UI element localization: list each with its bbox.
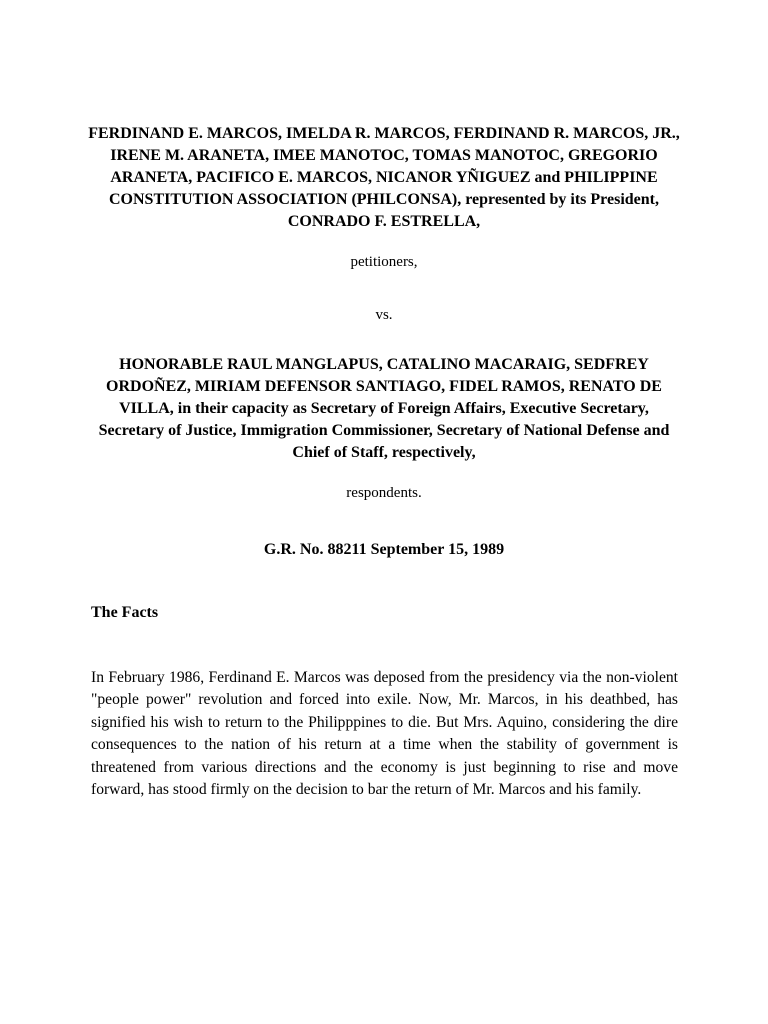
section-heading: The Facts xyxy=(91,604,159,621)
facts-paragraph: In February 1986, Ferdinand E. Marcos was deposed from the presidency via the non-violent "people power" revolution and forced into exile. Now, Mr. Marcos, in his deathbed, has signified his wish to return to the Philipppines to die. But Mrs. Aquino, considering the dire consequences to the nation of his return at a time when the stability of government is threatened from various directions and the economy is just beginning to rise and move forward, has stood firmly on the decision to bar the return of Mr. Marcos and his family. xyxy=(91,669,678,799)
respondents-caption: HONORABLE RAUL MANGLAPUS, CATALINO MACARAIG, SEDFREY ORDOÑEZ, MIRIAM DEFENSOR SANTIAGO, FIDEL RAMOS, RENATO DE VILLA, in their capacity as Secretary of Foreign Affairs, Executive Secretary, Secretary of Justice, Immigration Commissioner, Secretary of National Defense and Chief of Staff, respectively, xyxy=(98,356,670,461)
petitioners-label: petitioners, xyxy=(350,254,418,270)
versus-label: vs. xyxy=(375,307,393,323)
respondents-label: respondents. xyxy=(346,485,422,501)
case-number: G.R. No. 88211 September 15, 1989 xyxy=(263,541,505,558)
petitioners-caption: FERDINAND E. MARCOS, IMELDA R. MARCOS, FERDINAND R. MARCOS, JR., IRENE M. ARANETA, IMEE MANOTOC, TOMAS MANOTOC, GREGORIO ARANETA, PACIFICO E. MARCOS, NICANOR YÑIGUEZ and PHILIPPINE CONSTITUTION ASSOCIATION (PHILCONSA), represented by its President, CONRADO F. ESTRELLA, xyxy=(88,125,680,230)
